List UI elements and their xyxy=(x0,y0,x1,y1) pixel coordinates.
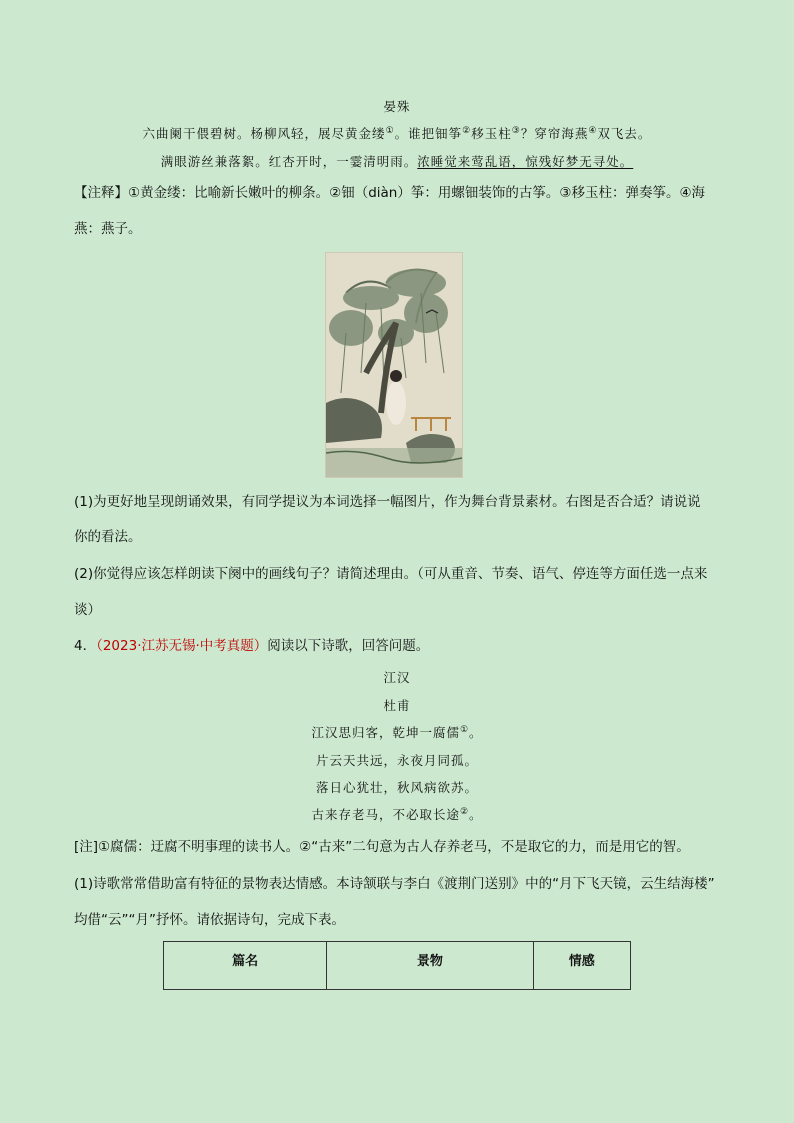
question-2-line2: 谈） xyxy=(74,602,101,618)
question-1-line1: (1)为更好地呈现朗诵效果，有同学提议为本词选择一幅图片，作为舞台背景素材。右图是否合适？请说说 xyxy=(74,494,701,510)
notes1-line1: 【注释】①黄金缕：比喻新长嫩叶的柳条。②钿（diàn）筝：用螺钿装饰的古筝。③移玉柱：弹奏筝。④海 xyxy=(74,185,706,201)
notes2: [注]①腐儒：迂腐不明事理的读书人。②“古来”二句意为古人存养老马，不是取它的力，而是用它的智。 xyxy=(74,839,690,855)
item4-heading: 4．（2023·江苏无锡·中考真题）阅读以下诗歌，回答问题。 xyxy=(74,638,430,654)
underlined-sentence: 浓睡觉来莺乱语，惊残好梦无寻处。 xyxy=(417,154,634,169)
painting-illustration xyxy=(326,253,462,477)
poem2-title: 江汉 xyxy=(383,670,411,685)
table-row xyxy=(164,942,631,990)
table-header-emotion: 情感 xyxy=(533,942,630,990)
question-1-line2: 你的看法。 xyxy=(74,529,142,545)
poem2-line2: 片云天共远，永夜月同孤。 xyxy=(315,753,478,768)
notes1-line2: 燕：燕子。 xyxy=(74,221,142,237)
question-3-line1: (1)诗歌常常借助富有特征的景物表达情感。本诗颔联与李白《渡荆门送别》中的“月下飞天镜，云生结海楼” xyxy=(74,876,715,892)
poem1-line2: 满眼游丝兼落絮。红杏开时，一霎清明雨。浓睡觉来莺乱语，惊残好梦无寻处。 xyxy=(160,154,634,169)
ink-painting-image xyxy=(325,252,463,478)
question-2-line1: (2)你觉得应该怎样朗读下阕中的画线句子？请简述理由。（可从重音、节奏、语气、停连等方面任选一点来 xyxy=(74,566,708,582)
exam-source: （2023·江苏无锡·中考真题） xyxy=(96,638,268,654)
poem1-line1: 六曲阑干偎碧树。杨柳风轻，展尽黄金缕①。谁把钿筝②移玉柱③？穿帘海燕④双飞去。 xyxy=(142,125,652,141)
poem2-line1: 江汉思归客，乾坤一腐儒①。 xyxy=(311,724,483,740)
poem2-author: 杜甫 xyxy=(383,698,411,713)
answer-table xyxy=(163,941,631,990)
poem2-line3: 落日心犹壮，秋风病欲苏。 xyxy=(315,780,478,795)
table-header-scenery: 景物 xyxy=(327,942,533,990)
table-header-title: 篇名 xyxy=(164,942,327,990)
poem1-author: 晏殊 xyxy=(383,99,411,114)
poem2-line4: 古来存老马，不必取长途②。 xyxy=(311,806,483,822)
question-3-line2: 均借“云”“月”抒怀。请依据诗句，完成下表。 xyxy=(74,912,345,928)
